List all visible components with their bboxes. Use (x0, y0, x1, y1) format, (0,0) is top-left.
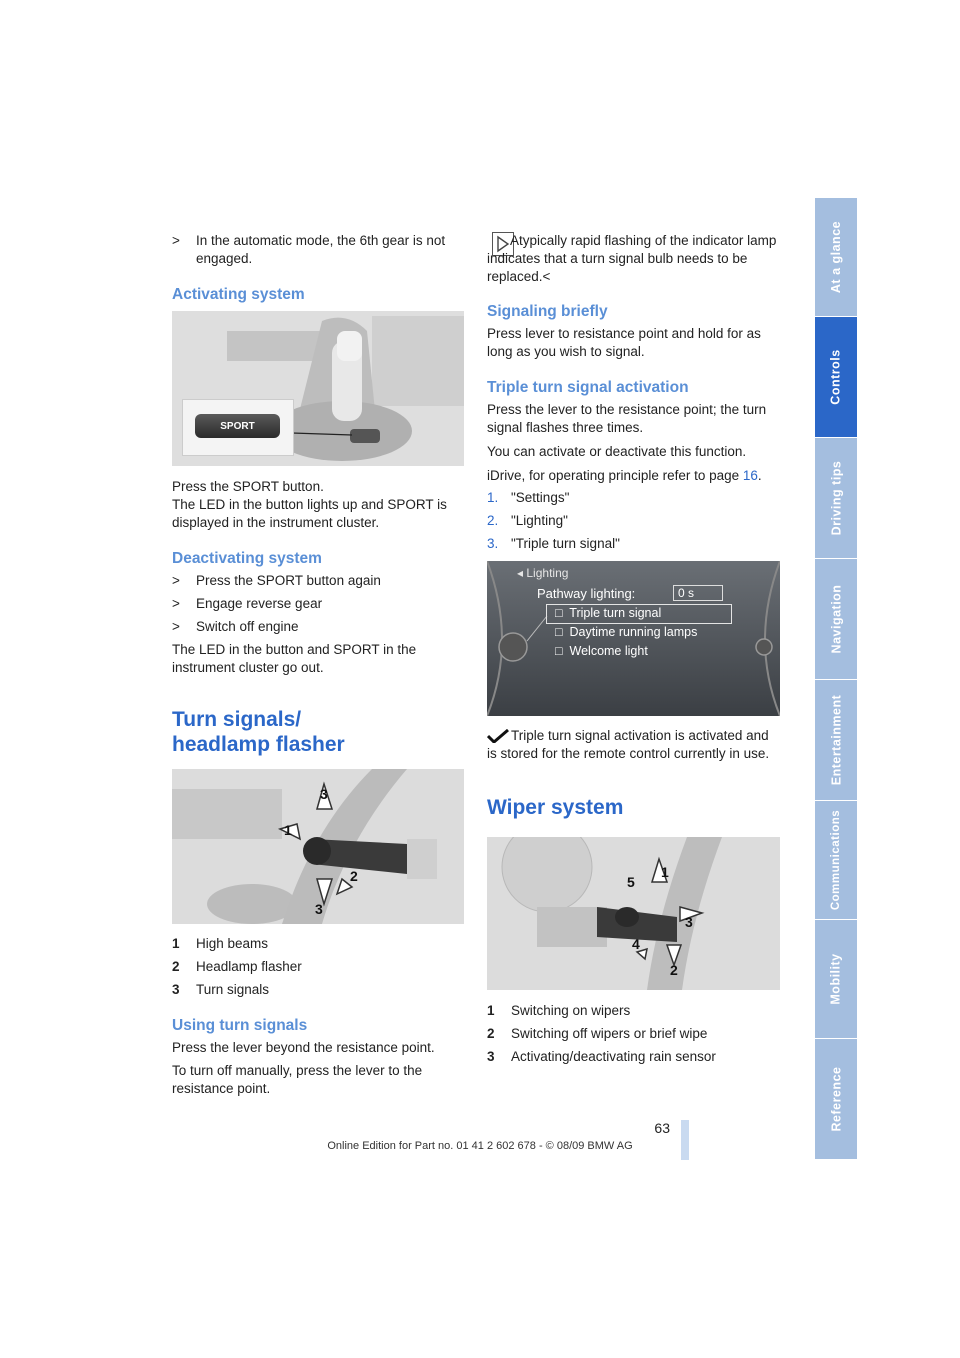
tab-reference[interactable]: Reference (815, 1039, 857, 1160)
svg-text:3: 3 (320, 786, 328, 802)
svg-text:2: 2 (670, 962, 678, 978)
intro-bullet: > In the automatic mode, the 6th gear is not engaged. (172, 233, 446, 266)
list-item: > Switch off engine (172, 619, 299, 634)
turn-signal-list (172, 935, 467, 999)
wiper-list (487, 1002, 782, 1066)
screen-title: ◂ Lighting (517, 566, 569, 580)
tab-navigation[interactable]: Navigation (815, 559, 857, 680)
deactivating-text: The LED in the button and SPORT in the instrument cluster go out. (172, 642, 417, 675)
tab-communications[interactable]: Communications (815, 801, 857, 920)
wiper-lever-drawing (487, 837, 780, 990)
svg-text:3: 3 (315, 901, 323, 917)
turn-signals-heading: Turn signals/ headlamp flasher (172, 708, 345, 756)
turn-signal-illustration (172, 769, 464, 924)
pathway-value[interactable]: 0 s (673, 585, 723, 601)
option-daytime-running-lamps[interactable]: □ Daytime running lamps (555, 625, 698, 639)
svg-text:1: 1 (284, 822, 292, 838)
list-item: 3 Activating/deactivating rain sensor (487, 1049, 716, 1064)
svg-text:2: 2 (350, 868, 358, 884)
sport-button-illustration (172, 311, 464, 466)
triple-turn-text: Press the lever to the resistance point; the turn signal flashes three times. You can activate or deactivate this function. iDrive, for operating principle refer to page 16. 1. "Settings" 2. "Lighting" 3. "Triple turn signal" (487, 401, 782, 553)
list-item: 2. "Lighting" (487, 513, 568, 528)
sport-button: SPORT (195, 414, 280, 438)
list-item: 1. "Settings" (487, 490, 570, 505)
activating-heading: Activating system (172, 286, 305, 303)
list-item: 2 Headlamp flasher (172, 959, 302, 974)
deactivating-list (172, 572, 467, 677)
list-item: > Press the SPORT button again (172, 573, 381, 588)
option-triple-turn-signal[interactable]: □ Triple turn signal (555, 606, 662, 620)
page-number: 63 (654, 1120, 670, 1136)
deactivating-heading: Deactivating system (172, 550, 322, 567)
triple-turn-heading: Triple turn signal activation (487, 379, 689, 396)
list-item: 3. "Triple turn signal" (487, 536, 620, 551)
tab-controls[interactable]: Controls (815, 317, 857, 438)
list-item: 2 Switching off wipers or brief wipe (487, 1026, 708, 1041)
option-welcome-light[interactable]: □ Welcome light (555, 644, 648, 658)
tab-driving-tips[interactable]: Driving tips (815, 438, 857, 559)
footer: Online Edition for Part no. 01 41 2 602 678 - © 08/09 BMW AG (327, 1140, 633, 1152)
wiper-system-heading: Wiper system (487, 796, 624, 819)
check-text: Triple turn signal activation is activated and is stored for the remote control currently in use. (487, 728, 770, 761)
svg-text:5: 5 (627, 874, 635, 890)
checkbox-icon: □ (555, 606, 563, 620)
svg-text:1: 1 (661, 864, 669, 880)
using-turn-signals-text: Press the lever beyond the resistance point. To turn off manually, press the lever to the resistance point. (172, 1040, 435, 1096)
back-arrow-icon: ◂ (517, 566, 524, 580)
tab-entertainment[interactable]: Entertainment (815, 680, 857, 801)
list-item: > Engage reverse gear (172, 596, 323, 611)
page-link[interactable]: 16 (742, 468, 758, 483)
end-mark: < (542, 269, 551, 284)
checkmark-icon (487, 729, 509, 743)
list-item: 1 Switching on wipers (487, 1003, 631, 1018)
list-item: 1 High beams (172, 936, 269, 951)
idrive-screen (487, 561, 780, 716)
activating-text: Press the SPORT button. The LED in the button lights up and SPORT is displayed in the instrument cluster. (172, 479, 447, 530)
signaling-briefly-heading: Signaling briefly (487, 303, 608, 320)
svg-text:3: 3 (685, 914, 693, 930)
wiper-lever-illustration (487, 837, 780, 990)
checkbox-icon: □ (555, 625, 563, 639)
sport-button-inset (182, 399, 294, 456)
tab-at-a-glance[interactable]: At a glance (815, 198, 857, 317)
tab-mobility[interactable]: Mobility (815, 920, 857, 1039)
signaling-briefly-text: Press lever to resistance point and hold for as long as you wish to signal. (487, 326, 761, 359)
pathway-label: Pathway lighting: (537, 586, 636, 601)
list-item: 3 Turn signals (172, 982, 270, 997)
svg-text:4: 4 (632, 936, 640, 952)
note-text: Atypically rapid flashing of the indicator lamp indicates that a turn signal bulb needs to be replaced.< (487, 233, 777, 284)
steering-lever-drawing (172, 769, 464, 924)
checkbox-icon: □ (555, 644, 563, 658)
using-turn-signals-heading: Using turn signals (172, 1017, 308, 1034)
